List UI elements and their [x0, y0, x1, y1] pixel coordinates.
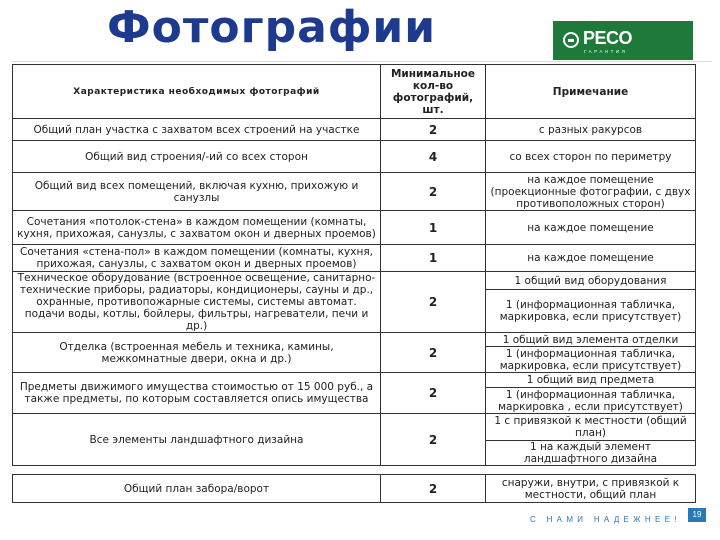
table-row	[13, 272, 696, 290]
note-cell: 1 общий вид элемента отделки	[486, 333, 696, 347]
page-number: 19	[688, 508, 706, 522]
table-row	[13, 211, 696, 245]
characteristic-cell: Сочетания «стена-пол» в каждом помещении (комнаты, кухня, прихожая, санузлы, с захватом окон и дверных проемов)	[13, 245, 381, 272]
note-cell: 1 общий вид предмета	[486, 373, 696, 388]
table-row	[13, 173, 696, 211]
table-row	[13, 119, 696, 141]
note-cell: 1 на каждый элемент ландшафтного дизайна	[486, 441, 696, 466]
quantity-cell: 2	[381, 119, 486, 141]
table-row	[13, 141, 696, 173]
note-cell: на каждое помещение	[486, 245, 696, 272]
characteristic-cell: Общий вид всех помещений, включая кухню, прихожую и санузлы	[13, 173, 381, 211]
note-cell: 1 с привязкой к местности (общий план)	[486, 414, 696, 441]
characteristic-cell: Общий план участка с захватом всех строений на участке	[13, 119, 381, 141]
quantity-cell: 1	[381, 211, 486, 245]
table-gap	[13, 466, 696, 475]
note-cell: на каждое помещение	[486, 211, 696, 245]
quantity-cell: 2	[381, 414, 486, 466]
header-divider	[12, 61, 712, 62]
table-header-row	[13, 65, 696, 119]
note-cell: 1 общий вид оборудования	[486, 272, 696, 290]
characteristic-cell: Предметы движимого имущества стоимостью от 15 000 руб., а также предметы, по которым составляется опись имущества	[13, 373, 381, 414]
quantity-cell: 1	[381, 245, 486, 272]
footer-slogan: С НАМИ НАДЕЖНЕЕ!	[530, 515, 681, 524]
note-cell: на каждое помещение (проекционные фотографии, с двух противоположных сторон)	[486, 173, 696, 211]
note-cell: 1 (информационная табличка, маркировка, если присутствует)	[486, 347, 696, 373]
quantity-cell: 2	[381, 333, 486, 373]
table-row	[13, 475, 696, 503]
characteristic-cell: Общий план забора/ворот	[13, 475, 381, 503]
quantity-cell: 2	[381, 272, 486, 333]
company-logo	[553, 21, 693, 60]
characteristic-cell: Техническое оборудование (встроенное освещение, санитарно-технические приборы, радиаторы, кондиционеры, сауны и др., охранные, противопожарные системы, системы автомат. подачи воды, котлы, бойлеры, фильтры, нагреватели, печи и др.)	[13, 272, 381, 333]
note-cell: с разных ракурсов	[486, 119, 696, 141]
characteristic-cell: Общий вид строения/-ий со всех сторон	[13, 141, 381, 173]
note-cell: 1 (информационная табличка, маркировка, если присутствует)	[486, 290, 696, 333]
logo-name: PECO	[583, 28, 633, 48]
table-row	[13, 333, 696, 347]
characteristic-cell: Все элементы ландшафтного дизайна	[13, 414, 381, 466]
column-header: Примечание	[486, 65, 696, 119]
characteristic-cell: Сочетания «потолок-стена» в каждом помещении (комнаты, кухня, прихожая, санузлы, с захватом окон и дверных проемов)	[13, 211, 381, 245]
column-header: Минимальное кол-во фотографий, шт.	[381, 65, 486, 119]
note-cell: со всех сторон по периметру	[486, 141, 696, 173]
quantity-cell: 4	[381, 141, 486, 173]
note-cell: снаружи, внутри, с привязкой к местности, общий план	[486, 475, 696, 503]
logo-mark-icon	[563, 32, 579, 48]
logo-subtitle: ГАРАНТИЯ	[584, 49, 628, 54]
table-row	[13, 414, 696, 441]
column-header: Характеристика необходимых фотографий	[13, 65, 381, 119]
table-row	[13, 373, 696, 388]
page-title: Фотографии	[107, 2, 437, 53]
characteristic-cell: Отделка (встроенная мебель и техника, камины, межкомнатные двери, окна и др.)	[13, 333, 381, 373]
quantity-cell: 2	[381, 173, 486, 211]
quantity-cell: 2	[381, 373, 486, 414]
photo-requirements-table	[12, 64, 696, 503]
quantity-cell: 2	[381, 475, 486, 503]
table-row	[13, 245, 696, 272]
note-cell: 1 (информационная табличка, маркировка , если присутствует)	[486, 388, 696, 414]
